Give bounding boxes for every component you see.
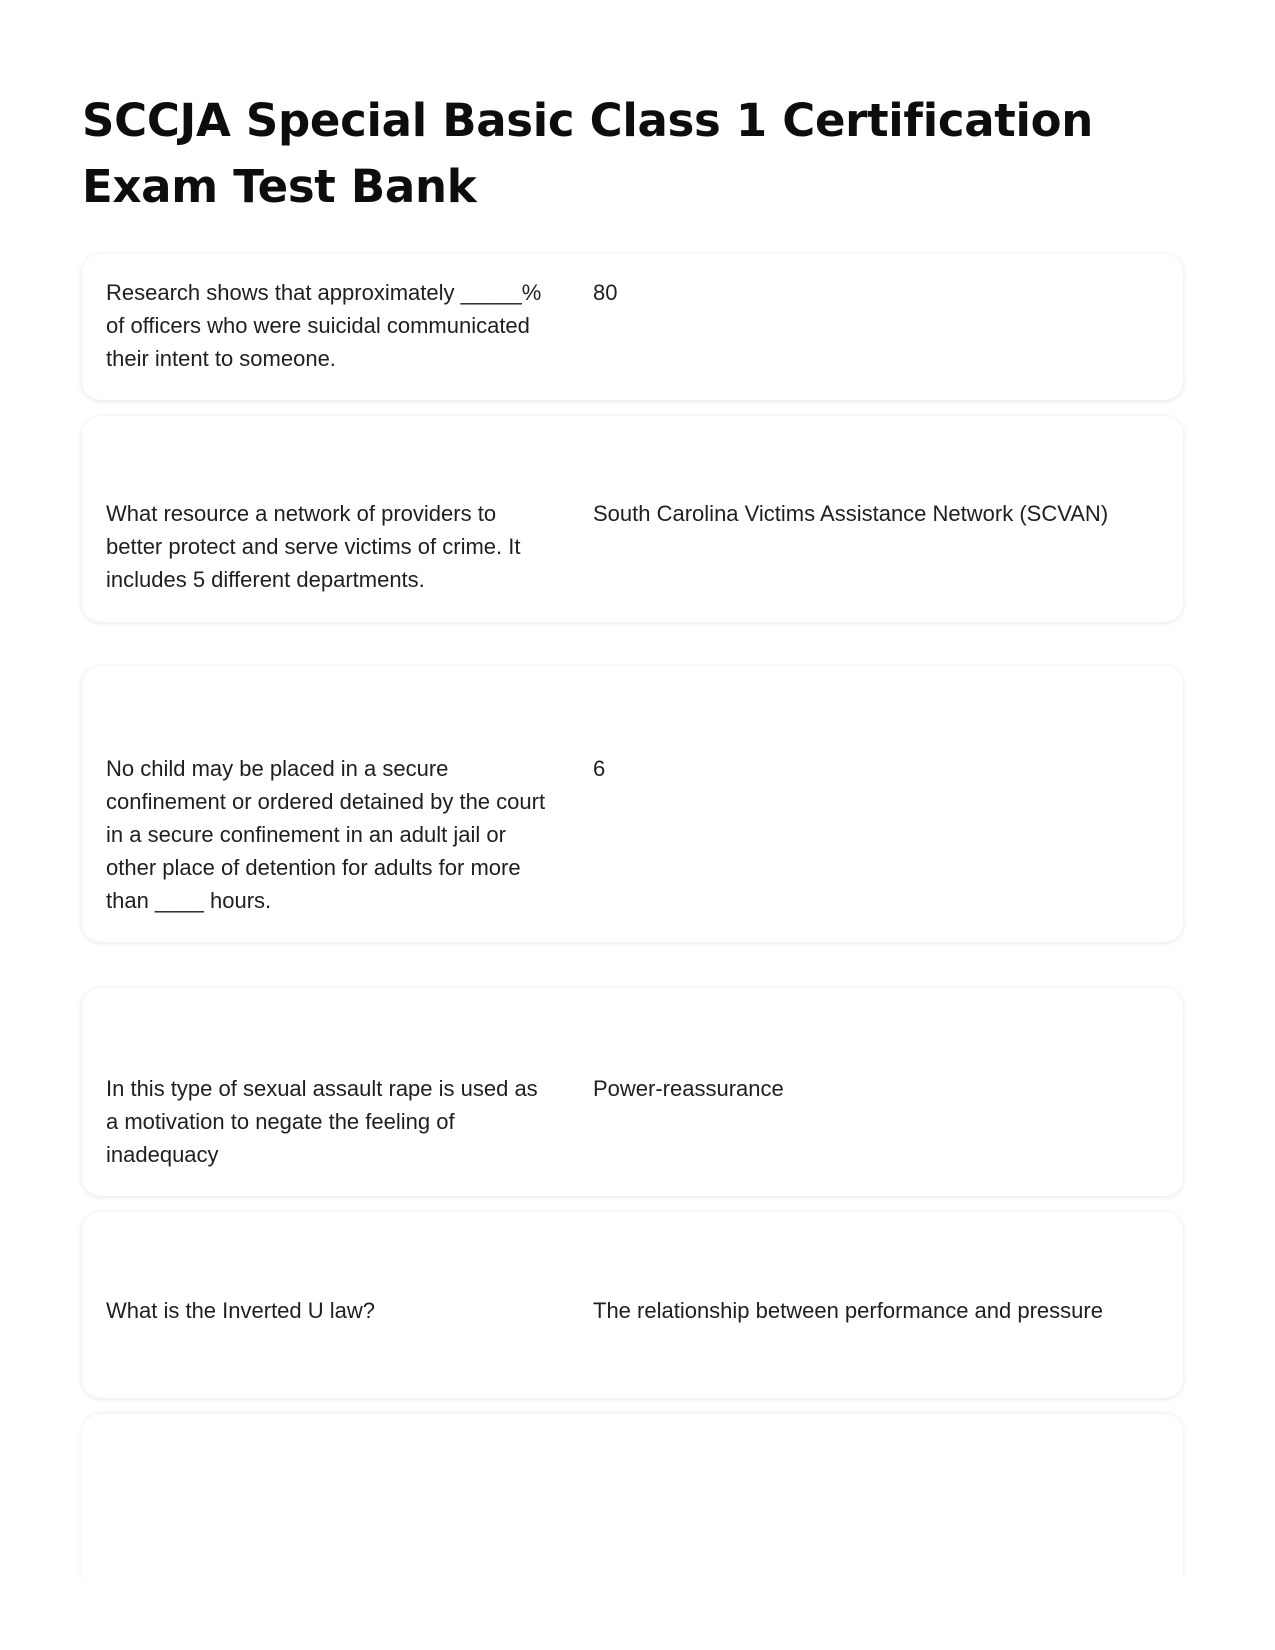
card-definition: 80	[593, 280, 618, 305]
page-bottom-margin	[0, 1578, 1275, 1650]
flashcard-1	[82, 254, 1183, 400]
flashcard-3	[82, 666, 1183, 942]
card-term: What is the Inverted U law?	[106, 1298, 376, 1323]
flashcard-6	[82, 1414, 1183, 1586]
card-term: Research shows that approximately _____% of officers who were suicidal communicated their intent to someone.	[106, 280, 542, 371]
card-definition: South Carolina Victims Assistance Network (SCVAN)	[593, 501, 1109, 526]
flashcard-2	[82, 416, 1183, 622]
card-term: In this type of sexual assault rape is used as a motivation to negate the feeling of inadequacy	[106, 1076, 538, 1167]
card-definition: Power-reassurance	[593, 1076, 784, 1101]
flashcard-4	[82, 988, 1183, 1196]
card-definition: The relationship between performance and pressure	[593, 1298, 1103, 1323]
card-term: What resource a network of providers to better protect and serve victims of crime. It includes 5 different departments.	[106, 501, 521, 592]
card-definition: 6	[593, 756, 606, 781]
page-title: SCCJA Special Basic Class 1 Certification Exam Test Bank	[82, 94, 1093, 213]
flashcard-5	[82, 1212, 1183, 1398]
card-term: No child may be placed in a secure confinement or ordered detained by the court in a secure confinement in an adult jail or other place of detention for adults for more than ____ hours.	[106, 756, 546, 913]
